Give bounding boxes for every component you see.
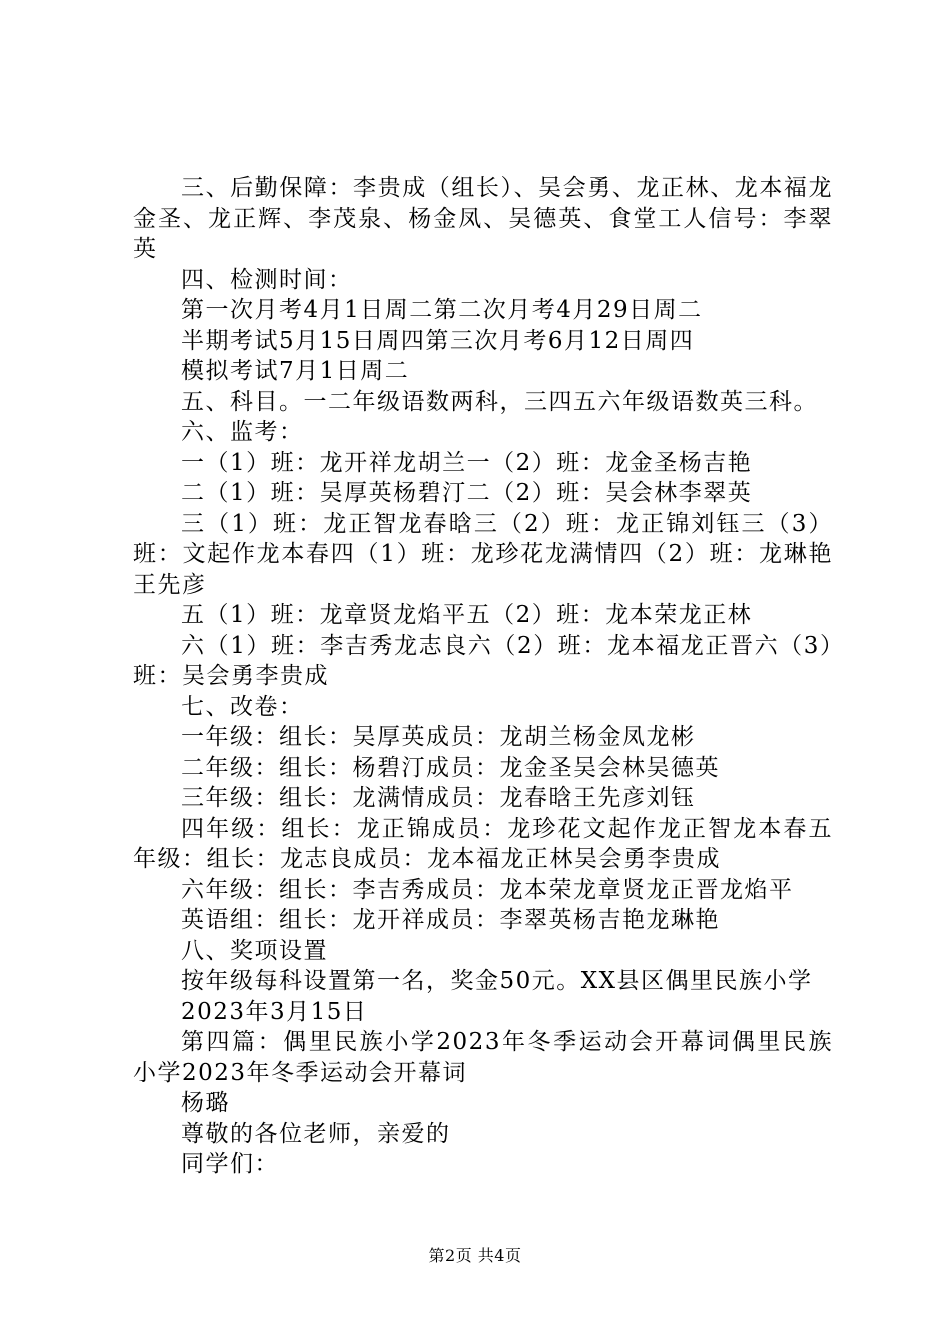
paragraph-english-graders: 英语组：组长：龙开祥成员：李翠英杨吉艳龙琳艳 bbox=[181, 907, 720, 933]
paragraph-monthly-tests: 第一次月考4月1日周二第二次月考4月29日周二 bbox=[181, 297, 703, 323]
paragraph-grade4-5-graders: 四年级：组长：龙正锦成员：龙珍花文起作龙正智龙本春五年级：组长：龙志良成员：龙本福龙正林吴会勇李贵成 bbox=[133, 815, 833, 872]
paragraph-invigilation-heading: 六、监考： bbox=[181, 419, 304, 445]
paragraph-grade3-4-invigilators: 三（1）班：龙正智龙春晗三（2）班：龙正锦刘钰三（3）班：文起作龙本春四（1）班：龙珍花龙满情四（2）班：龙琳艳王先彦 bbox=[133, 510, 833, 598]
paragraph-grade6-graders: 六年级：组长：李吉秀成员：龙本荣龙章贤龙正晋龙焰平 bbox=[181, 876, 794, 903]
paragraph-midterm: 半期考试5月15日周四第三次月考6月12日周四 bbox=[181, 327, 695, 354]
paragraph-grade1-invigilators: 一（1）班：龙开祥龙胡兰一（2）班：龙金圣杨吉艳 bbox=[181, 449, 753, 476]
document-body bbox=[133, 173, 833, 1180]
paragraph-logistics: 三、后勤保障：李贵成（组长）、吴会勇、龙正林、龙本福龙金圣、龙正辉、李茂泉、杨金凤、吴德英、食堂工人信号：李翠英 bbox=[133, 175, 833, 262]
paragraph-test-time-heading: 四、检测时间： bbox=[181, 266, 353, 293]
paragraph-grade2-graders: 二年级：组长：杨碧汀成员：龙金圣吴会林吴德英 bbox=[181, 754, 720, 781]
paragraph-part4-title: 第四篇：偶里民族小学2023年冬季运动会开幕词偶里民族小学2023年冬季运动会开幕词 bbox=[133, 1029, 833, 1086]
paragraph-date: 2023年3月15日 bbox=[181, 998, 368, 1025]
paragraph-author: 杨璐 bbox=[181, 1090, 230, 1116]
paragraph-subjects: 五、科目。一二年级语数两科，三四五六年级语数英三科。 bbox=[181, 388, 818, 415]
paragraph-grade3-graders: 三年级：组长：龙满情成员：龙春晗王先彦刘钰 bbox=[181, 785, 696, 811]
paragraph-awards-detail: 按年级每科设置第一名，奖金50元。XX县区偶里民族小学 bbox=[181, 968, 813, 994]
page-footer: 第2页 共4页 bbox=[428, 1246, 522, 1265]
paragraph-grade1-graders: 一年级：组长：吴厚英成员：龙胡兰杨金凤龙彬 bbox=[181, 724, 696, 750]
paragraph-awards-heading: 八、奖项设置 bbox=[181, 937, 328, 964]
paragraph-mock-exam: 模拟考试7月1日周二 bbox=[181, 358, 410, 384]
paragraph-grade2-invigilators: 二（1）班：吴厚英杨碧汀二（2）班：吴会林李翠英 bbox=[181, 480, 753, 506]
paragraph-grade6-invigilators: 六（1）班：李吉秀龙志良六（2）班：龙本福龙正晋六（3）班：吴会勇李贵成 bbox=[133, 632, 833, 689]
paragraph-grade5-invigilators: 五（1）班：龙章贤龙焰平五（2）班：龙本荣龙正林 bbox=[181, 602, 753, 628]
paragraph-grading-heading: 七、改卷： bbox=[181, 693, 304, 720]
paragraph-greeting-2: 同学们： bbox=[181, 1151, 279, 1177]
paragraph-greeting-1: 尊敬的各位老师，亲爱的 bbox=[181, 1120, 451, 1147]
